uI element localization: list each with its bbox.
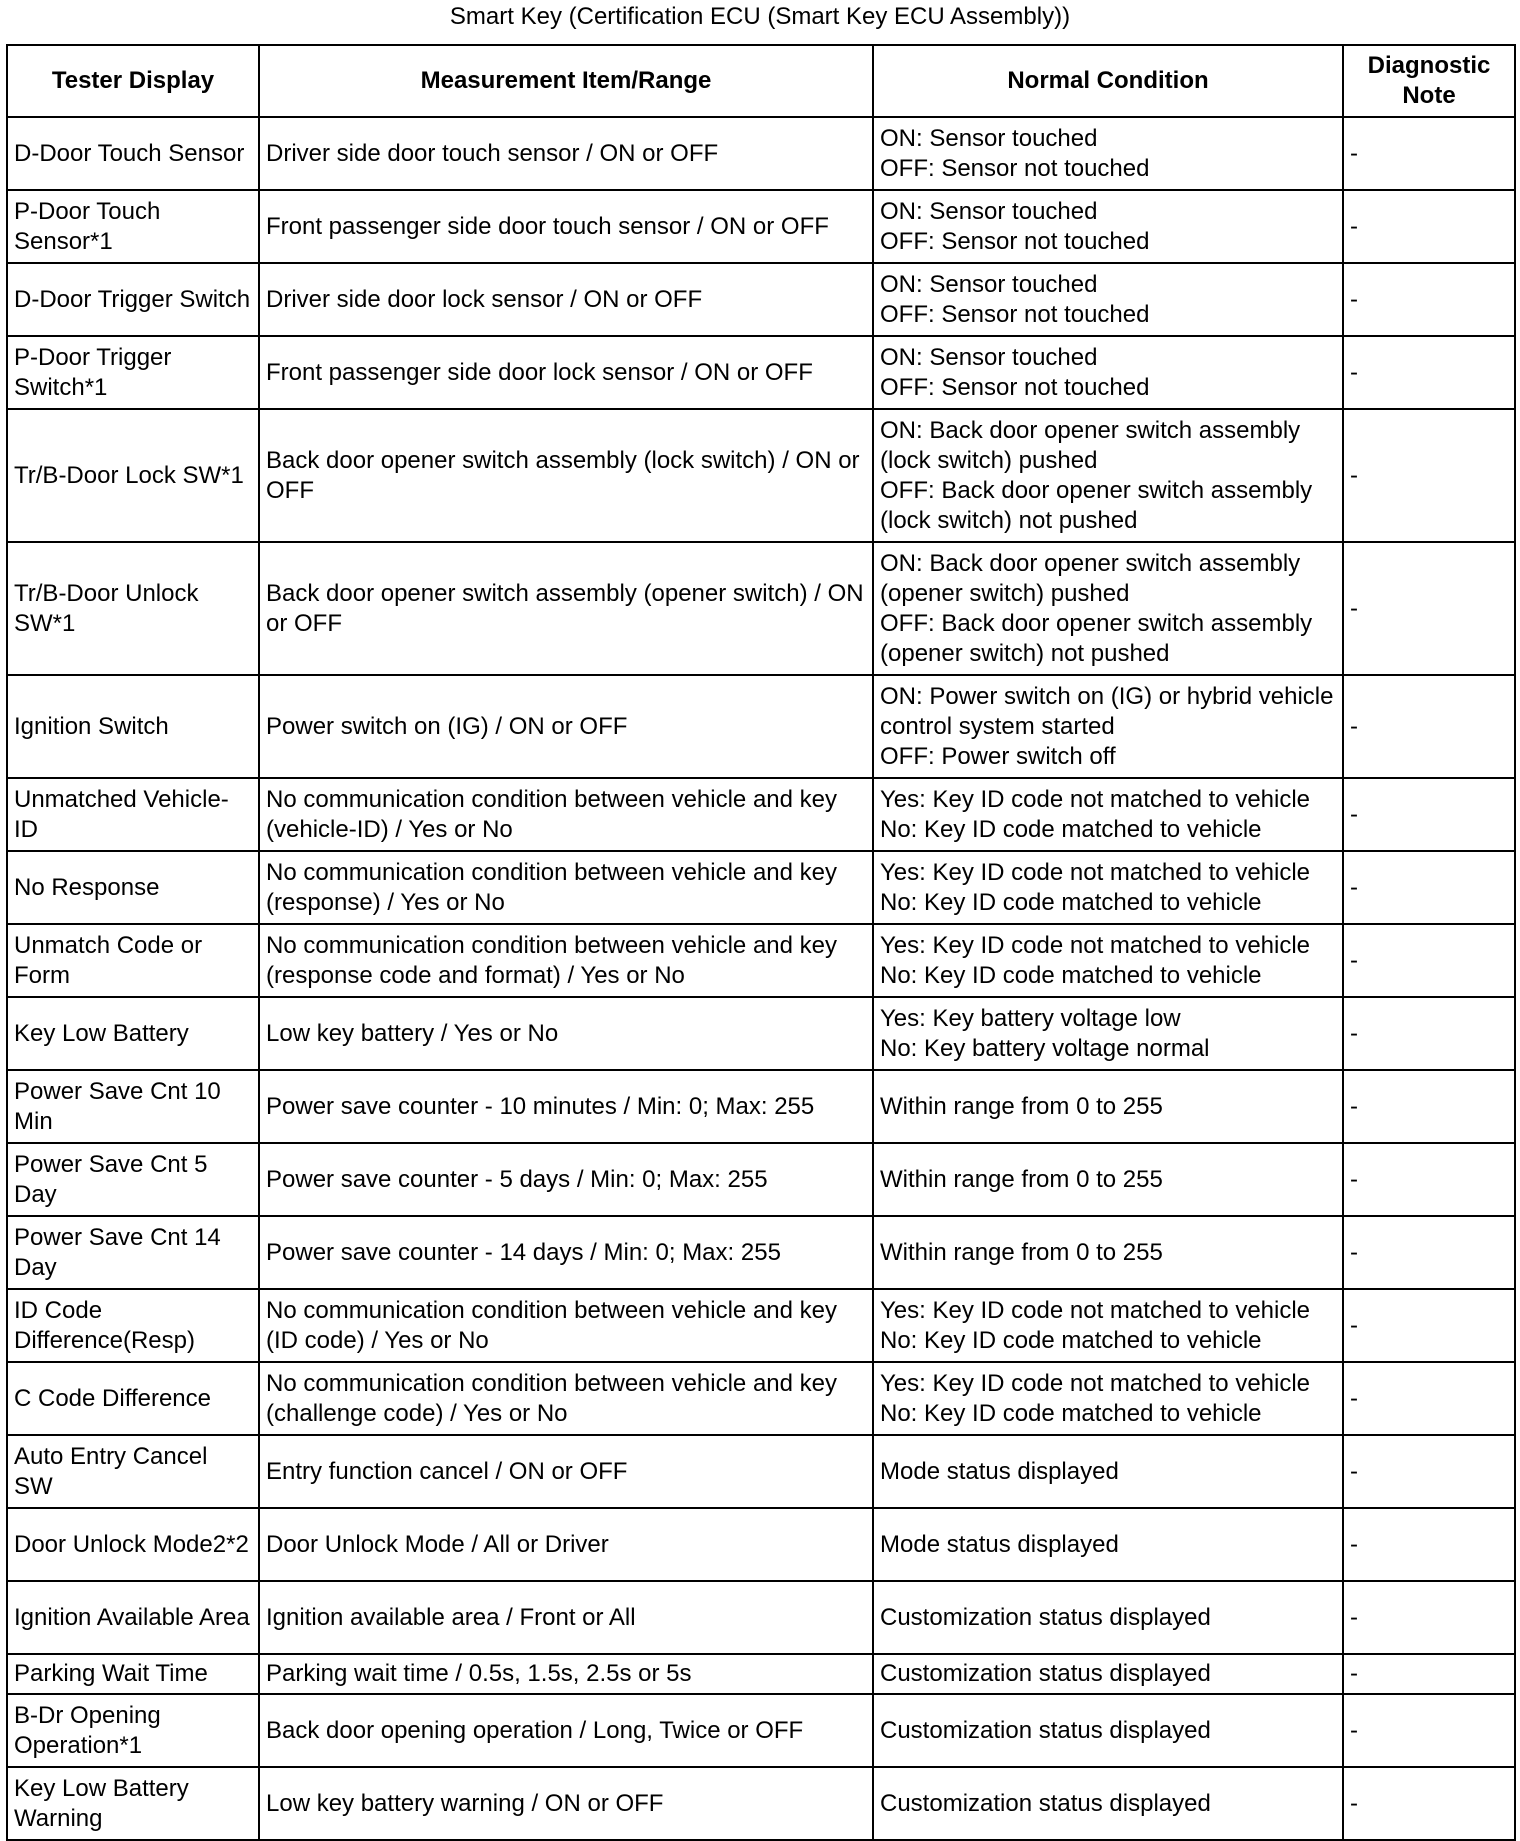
table-header-row [7, 45, 1515, 117]
page-title: Smart Key (Certification ECU (Smart Key ECU Assembly)) [449, 3, 1071, 30]
cell-measurement: Power save counter - 5 days / Min: 0; Max: 255 [259, 1143, 873, 1216]
table-row [7, 778, 1515, 851]
cell-measurement: Front passenger side door touch sensor / ON or OFF [259, 190, 873, 263]
cell-normal-condition: Customization status displayed [873, 1654, 1343, 1694]
cell-normal-condition: ON: Power switch on (IG) or hybrid vehicle control system started OFF: Power switch off [873, 675, 1343, 778]
cell-normal-condition: Customization status displayed [873, 1694, 1343, 1767]
cell-tester-display: Tr/B-Door Unlock SW*1 [7, 542, 259, 675]
cell-measurement: Door Unlock Mode / All or Driver [259, 1508, 873, 1581]
cell-measurement: No communication condition between vehicle and key (response code and format) / Yes or No [259, 924, 873, 997]
cell-normal-condition: Within range from 0 to 255 [873, 1216, 1343, 1289]
cell-measurement: Back door opener switch assembly (lock switch) / ON or OFF [259, 409, 873, 542]
cell-tester-display: Ignition Available Area [7, 1581, 259, 1654]
table-row [7, 117, 1515, 190]
cell-measurement: No communication condition between vehicle and key (response) / Yes or No [259, 851, 873, 924]
cell-tester-display: Auto Entry Cancel SW [7, 1435, 259, 1508]
cell-tester-display: B-Dr Opening Operation*1 [7, 1694, 259, 1767]
cell-tester-display: D-Door Trigger Switch [7, 263, 259, 336]
cell-tester-display: Key Low Battery [7, 997, 259, 1070]
cell-normal-condition: Customization status displayed [873, 1581, 1343, 1654]
cell-tester-display: No Response [7, 851, 259, 924]
cell-measurement: Parking wait time / 0.5s, 1.5s, 2.5s or 5s [259, 1654, 873, 1694]
cell-diagnostic-note: - [1343, 1435, 1515, 1508]
table-row [7, 1694, 1515, 1767]
table-row [7, 190, 1515, 263]
cell-diagnostic-note: - [1343, 1216, 1515, 1289]
cell-normal-condition: Customization status displayed [873, 1767, 1343, 1840]
cell-measurement: No communication condition between vehicle and key (vehicle-ID) / Yes or No [259, 778, 873, 851]
cell-measurement: No communication condition between vehicle and key (challenge code) / Yes or No [259, 1362, 873, 1435]
cell-diagnostic-note: - [1343, 117, 1515, 190]
table-row [7, 851, 1515, 924]
data-table [6, 44, 1516, 1841]
cell-measurement: Driver side door lock sensor / ON or OFF [259, 263, 873, 336]
cell-tester-display: D-Door Touch Sensor [7, 117, 259, 190]
table-row [7, 1767, 1515, 1840]
table-body [7, 117, 1515, 1840]
cell-diagnostic-note: - [1343, 190, 1515, 263]
table-row [7, 263, 1515, 336]
cell-diagnostic-note: - [1343, 1143, 1515, 1216]
table-row [7, 1435, 1515, 1508]
cell-tester-display: Power Save Cnt 5 Day [7, 1143, 259, 1216]
cell-normal-condition: ON: Sensor touched OFF: Sensor not touched [873, 336, 1343, 409]
cell-measurement: Power save counter - 14 days / Min: 0; Max: 255 [259, 1216, 873, 1289]
cell-tester-display: Unmatched Vehicle-ID [7, 778, 259, 851]
cell-diagnostic-note: - [1343, 1767, 1515, 1840]
cell-diagnostic-note: - [1343, 1694, 1515, 1767]
cell-diagnostic-note: - [1343, 409, 1515, 542]
table-row [7, 1216, 1515, 1289]
cell-normal-condition: Within range from 0 to 255 [873, 1070, 1343, 1143]
table-row [7, 1070, 1515, 1143]
cell-tester-display: Power Save Cnt 14 Day [7, 1216, 259, 1289]
cell-normal-condition: Mode status displayed [873, 1435, 1343, 1508]
column-header-diagnostic-note: Diagnostic Note [1343, 45, 1515, 117]
cell-normal-condition: Yes: Key ID code not matched to vehicle No: Key ID code matched to vehicle [873, 1289, 1343, 1362]
cell-tester-display: Parking Wait Time [7, 1654, 259, 1694]
cell-measurement: Entry function cancel / ON or OFF [259, 1435, 873, 1508]
cell-tester-display: Tr/B-Door Lock SW*1 [7, 409, 259, 542]
table-row [7, 409, 1515, 542]
cell-diagnostic-note: - [1343, 778, 1515, 851]
table-row [7, 997, 1515, 1070]
cell-normal-condition: ON: Back door opener switch assembly (opener switch) pushed OFF: Back door opener switch assembly (opener switch) not pushed [873, 542, 1343, 675]
cell-measurement: Ignition available area / Front or All [259, 1581, 873, 1654]
cell-diagnostic-note: - [1343, 263, 1515, 336]
cell-normal-condition: Within range from 0 to 255 [873, 1143, 1343, 1216]
cell-diagnostic-note: - [1343, 1654, 1515, 1694]
cell-tester-display: Door Unlock Mode2*2 [7, 1508, 259, 1581]
cell-measurement: Low key battery warning / ON or OFF [259, 1767, 873, 1840]
cell-tester-display: Key Low Battery Warning [7, 1767, 259, 1840]
cell-normal-condition: Yes: Key ID code not matched to vehicle No: Key ID code matched to vehicle [873, 1362, 1343, 1435]
table-row [7, 1654, 1515, 1694]
table-row [7, 336, 1515, 409]
cell-measurement: Back door opener switch assembly (opener switch) / ON or OFF [259, 542, 873, 675]
cell-measurement: Driver side door touch sensor / ON or OFF [259, 117, 873, 190]
cell-diagnostic-note: - [1343, 1289, 1515, 1362]
table-row [7, 542, 1515, 675]
cell-normal-condition: ON: Sensor touched OFF: Sensor not touched [873, 263, 1343, 336]
cell-measurement: No communication condition between vehicle and key (ID code) / Yes or No [259, 1289, 873, 1362]
cell-diagnostic-note: - [1343, 1581, 1515, 1654]
table-row [7, 1581, 1515, 1654]
cell-normal-condition: Yes: Key ID code not matched to vehicle No: Key ID code matched to vehicle [873, 778, 1343, 851]
cell-tester-display: ID Code Difference(Resp) [7, 1289, 259, 1362]
cell-tester-display: C Code Difference [7, 1362, 259, 1435]
cell-measurement: Low key battery / Yes or No [259, 997, 873, 1070]
cell-diagnostic-note: - [1343, 336, 1515, 409]
cell-tester-display: P-Door Touch Sensor*1 [7, 190, 259, 263]
table-row [7, 924, 1515, 997]
table-row [7, 1143, 1515, 1216]
cell-tester-display: Power Save Cnt 10 Min [7, 1070, 259, 1143]
cell-tester-display: P-Door Trigger Switch*1 [7, 336, 259, 409]
cell-diagnostic-note: - [1343, 851, 1515, 924]
column-header-normal-condition: Normal Condition [873, 45, 1343, 117]
table-row [7, 675, 1515, 778]
cell-diagnostic-note: - [1343, 924, 1515, 997]
cell-normal-condition: Mode status displayed [873, 1508, 1343, 1581]
table-row [7, 1508, 1515, 1581]
cell-tester-display: Unmatch Code or Form [7, 924, 259, 997]
cell-normal-condition: Yes: Key battery voltage low No: Key battery voltage normal [873, 997, 1343, 1070]
cell-diagnostic-note: - [1343, 1508, 1515, 1581]
cell-measurement: Power switch on (IG) / ON or OFF [259, 675, 873, 778]
column-header-tester-display: Tester Display [7, 45, 259, 117]
cell-normal-condition: ON: Sensor touched OFF: Sensor not touched [873, 190, 1343, 263]
cell-normal-condition: ON: Back door opener switch assembly (lock switch) pushed OFF: Back door opener switch assembly (lock switch) not pushed [873, 409, 1343, 542]
cell-diagnostic-note: - [1343, 542, 1515, 675]
cell-measurement: Power save counter - 10 minutes / Min: 0; Max: 255 [259, 1070, 873, 1143]
cell-normal-condition: ON: Sensor touched OFF: Sensor not touched [873, 117, 1343, 190]
cell-diagnostic-note: - [1343, 1362, 1515, 1435]
cell-diagnostic-note: - [1343, 997, 1515, 1070]
table-row [7, 1362, 1515, 1435]
table-row [7, 1289, 1515, 1362]
cell-measurement: Front passenger side door lock sensor / ON or OFF [259, 336, 873, 409]
cell-tester-display: Ignition Switch [7, 675, 259, 778]
cell-diagnostic-note: - [1343, 675, 1515, 778]
cell-normal-condition: Yes: Key ID code not matched to vehicle No: Key ID code matched to vehicle [873, 924, 1343, 997]
column-header-measurement: Measurement Item/Range [259, 45, 873, 117]
cell-measurement: Back door opening operation / Long, Twice or OFF [259, 1694, 873, 1767]
cell-normal-condition: Yes: Key ID code not matched to vehicle No: Key ID code matched to vehicle [873, 851, 1343, 924]
cell-diagnostic-note: - [1343, 1070, 1515, 1143]
